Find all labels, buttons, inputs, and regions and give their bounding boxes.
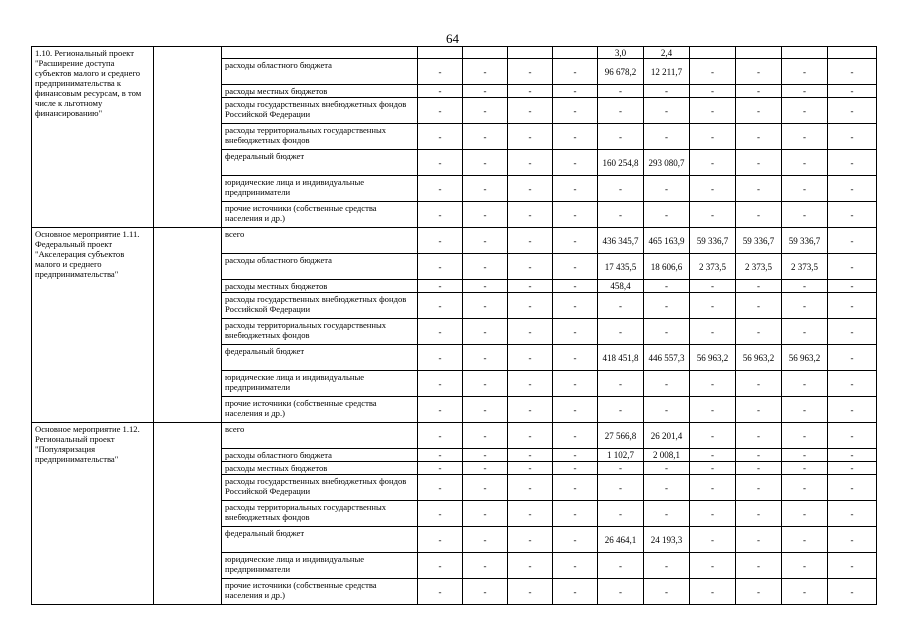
- funding-source: федеральный бюджет: [222, 527, 418, 553]
- value-cell: 293 080,7: [644, 150, 690, 176]
- funding-source: расходы государственных внебюджетных фондов Российской Федерации: [222, 475, 418, 501]
- value-cell: -: [553, 553, 598, 579]
- value-cell: -: [782, 475, 828, 501]
- value-cell: -: [463, 59, 508, 85]
- value-cell: -: [463, 345, 508, 371]
- value-cell: -: [828, 449, 877, 462]
- value-cell: -: [418, 501, 463, 527]
- value-cell: -: [463, 228, 508, 254]
- value-cell: -: [736, 527, 782, 553]
- value-cell: -: [782, 462, 828, 475]
- value-cell: -: [508, 527, 553, 553]
- value-cell: -: [418, 280, 463, 293]
- value-cell: -: [782, 397, 828, 423]
- value-cell: [508, 47, 553, 59]
- value-cell: [418, 47, 463, 59]
- value-cell: -: [598, 462, 644, 475]
- funding-source: юридические лица и индивидуальные предприниматели: [222, 371, 418, 397]
- value-cell: -: [736, 202, 782, 228]
- executor-cell: [154, 228, 222, 423]
- value-cell: -: [598, 371, 644, 397]
- value-cell: -: [598, 98, 644, 124]
- value-cell: -: [736, 579, 782, 605]
- value-cell: -: [553, 527, 598, 553]
- value-cell: -: [463, 527, 508, 553]
- funding-source: юридические лица и индивидуальные предприниматели: [222, 176, 418, 202]
- value-cell: [553, 47, 598, 59]
- funding-source: расходы местных бюджетов: [222, 280, 418, 293]
- funding-source: расходы областного бюджета: [222, 449, 418, 462]
- value-cell: -: [782, 150, 828, 176]
- value-cell: 418 451,8: [598, 345, 644, 371]
- value-cell: -: [508, 280, 553, 293]
- table-row: [32, 228, 877, 254]
- funding-source: всего: [222, 423, 418, 449]
- value-cell: -: [782, 423, 828, 449]
- table-row: [32, 423, 877, 449]
- value-cell: -: [782, 553, 828, 579]
- value-cell: -: [690, 85, 736, 98]
- value-cell: -: [418, 293, 463, 319]
- value-cell: -: [736, 423, 782, 449]
- budget-table: [31, 46, 877, 605]
- value-cell: -: [418, 423, 463, 449]
- value-cell: 436 345,7: [598, 228, 644, 254]
- value-cell: 160 254,8: [598, 150, 644, 176]
- value-cell: [690, 47, 736, 59]
- executor-cell: [154, 423, 222, 605]
- value-cell: -: [690, 124, 736, 150]
- funding-source: юридические лица и индивидуальные предприниматели: [222, 553, 418, 579]
- value-cell: -: [463, 449, 508, 462]
- value-cell: -: [553, 280, 598, 293]
- funding-source: расходы местных бюджетов: [222, 85, 418, 98]
- value-cell: -: [553, 397, 598, 423]
- value-cell: -: [418, 475, 463, 501]
- value-cell: -: [828, 202, 877, 228]
- value-cell: -: [418, 59, 463, 85]
- value-cell: -: [828, 176, 877, 202]
- page-number: 64: [446, 31, 459, 46]
- value-cell: -: [828, 59, 877, 85]
- executor-cell: [154, 47, 222, 228]
- value-cell: -: [418, 553, 463, 579]
- value-cell: 3,0: [598, 47, 644, 59]
- value-cell: -: [553, 475, 598, 501]
- value-cell: [828, 47, 877, 59]
- value-cell: -: [553, 319, 598, 345]
- value-cell: -: [463, 423, 508, 449]
- value-cell: -: [508, 501, 553, 527]
- funding-source: [222, 47, 418, 59]
- value-cell: -: [782, 202, 828, 228]
- value-cell: -: [598, 553, 644, 579]
- value-cell: -: [598, 501, 644, 527]
- value-cell: -: [508, 254, 553, 280]
- value-cell: -: [828, 228, 877, 254]
- funding-source: расходы областного бюджета: [222, 254, 418, 280]
- value-cell: -: [782, 59, 828, 85]
- value-cell: -: [644, 176, 690, 202]
- value-cell: -: [553, 254, 598, 280]
- value-cell: -: [508, 98, 553, 124]
- value-cell: 17 435,5: [598, 254, 644, 280]
- value-cell: -: [463, 176, 508, 202]
- funding-source: федеральный бюджет: [222, 150, 418, 176]
- value-cell: -: [782, 371, 828, 397]
- value-cell: -: [553, 579, 598, 605]
- value-cell: -: [782, 449, 828, 462]
- value-cell: -: [828, 280, 877, 293]
- value-cell: -: [736, 150, 782, 176]
- value-cell: -: [690, 397, 736, 423]
- value-cell: -: [463, 462, 508, 475]
- value-cell: -: [553, 124, 598, 150]
- value-cell: -: [736, 59, 782, 85]
- value-cell: -: [598, 293, 644, 319]
- value-cell: -: [690, 371, 736, 397]
- value-cell: -: [736, 462, 782, 475]
- value-cell: 26 201,4: [644, 423, 690, 449]
- value-cell: -: [418, 98, 463, 124]
- measure-name: 1.10. Региональный проект "Расширение доступа субъектов малого и среднего предпринимательства к финансовым ресурсам, в том числе к льготному финансированию": [32, 47, 154, 228]
- value-cell: -: [828, 319, 877, 345]
- value-cell: -: [553, 345, 598, 371]
- value-cell: -: [463, 150, 508, 176]
- value-cell: -: [418, 124, 463, 150]
- value-cell: -: [553, 176, 598, 202]
- value-cell: -: [418, 319, 463, 345]
- value-cell: -: [736, 98, 782, 124]
- value-cell: -: [644, 397, 690, 423]
- value-cell: -: [598, 85, 644, 98]
- value-cell: -: [828, 475, 877, 501]
- value-cell: -: [690, 475, 736, 501]
- value-cell: -: [690, 176, 736, 202]
- value-cell: 458,4: [598, 280, 644, 293]
- value-cell: -: [736, 176, 782, 202]
- value-cell: -: [598, 202, 644, 228]
- value-cell: -: [598, 397, 644, 423]
- value-cell: -: [782, 293, 828, 319]
- value-cell: -: [736, 124, 782, 150]
- value-cell: -: [690, 501, 736, 527]
- value-cell: -: [418, 579, 463, 605]
- value-cell: -: [644, 85, 690, 98]
- value-cell: -: [736, 85, 782, 98]
- value-cell: -: [644, 124, 690, 150]
- value-cell: -: [828, 579, 877, 605]
- value-cell: -: [553, 293, 598, 319]
- funding-source: расходы территориальных государственных внебюджетных фондов: [222, 124, 418, 150]
- value-cell: -: [782, 124, 828, 150]
- value-cell: -: [463, 475, 508, 501]
- value-cell: -: [463, 397, 508, 423]
- value-cell: -: [508, 293, 553, 319]
- value-cell: -: [508, 449, 553, 462]
- value-cell: 2 373,5: [782, 254, 828, 280]
- value-cell: -: [736, 280, 782, 293]
- value-cell: -: [553, 462, 598, 475]
- value-cell: -: [508, 319, 553, 345]
- value-cell: [782, 47, 828, 59]
- value-cell: -: [828, 423, 877, 449]
- value-cell: -: [736, 475, 782, 501]
- value-cell: -: [418, 345, 463, 371]
- value-cell: -: [644, 319, 690, 345]
- value-cell: -: [508, 176, 553, 202]
- value-cell: -: [418, 371, 463, 397]
- value-cell: -: [418, 397, 463, 423]
- funding-source: прочие источники (собственные средства населения и др.): [222, 397, 418, 423]
- value-cell: -: [644, 202, 690, 228]
- value-cell: 59 336,7: [736, 228, 782, 254]
- value-cell: -: [690, 98, 736, 124]
- value-cell: -: [736, 553, 782, 579]
- value-cell: -: [508, 228, 553, 254]
- value-cell: -: [598, 475, 644, 501]
- value-cell: -: [508, 345, 553, 371]
- value-cell: -: [690, 150, 736, 176]
- value-cell: -: [828, 150, 877, 176]
- value-cell: 465 163,9: [644, 228, 690, 254]
- value-cell: -: [418, 176, 463, 202]
- value-cell: -: [418, 150, 463, 176]
- value-cell: -: [553, 228, 598, 254]
- value-cell: -: [828, 462, 877, 475]
- value-cell: 27 566,8: [598, 423, 644, 449]
- value-cell: -: [644, 293, 690, 319]
- value-cell: -: [463, 319, 508, 345]
- value-cell: -: [463, 579, 508, 605]
- value-cell: -: [418, 254, 463, 280]
- value-cell: -: [736, 319, 782, 345]
- value-cell: 2 373,5: [690, 254, 736, 280]
- value-cell: -: [782, 501, 828, 527]
- value-cell: -: [828, 501, 877, 527]
- value-cell: 59 336,7: [782, 228, 828, 254]
- value-cell: -: [736, 397, 782, 423]
- value-cell: 26 464,1: [598, 527, 644, 553]
- funding-source: расходы государственных внебюджетных фондов Российской Федерации: [222, 98, 418, 124]
- value-cell: -: [418, 527, 463, 553]
- value-cell: -: [598, 176, 644, 202]
- value-cell: -: [508, 553, 553, 579]
- value-cell: -: [463, 85, 508, 98]
- table-body: [32, 47, 877, 605]
- value-cell: -: [828, 98, 877, 124]
- value-cell: -: [463, 553, 508, 579]
- value-cell: -: [782, 98, 828, 124]
- value-cell: -: [553, 202, 598, 228]
- value-cell: -: [690, 462, 736, 475]
- value-cell: 2 008,1: [644, 449, 690, 462]
- value-cell: -: [553, 449, 598, 462]
- value-cell: 24 193,3: [644, 527, 690, 553]
- value-cell: 96 678,2: [598, 59, 644, 85]
- value-cell: -: [553, 150, 598, 176]
- value-cell: -: [690, 423, 736, 449]
- value-cell: -: [508, 124, 553, 150]
- value-cell: -: [644, 501, 690, 527]
- value-cell: -: [418, 85, 463, 98]
- value-cell: -: [782, 527, 828, 553]
- value-cell: -: [690, 293, 736, 319]
- value-cell: -: [418, 449, 463, 462]
- value-cell: -: [508, 579, 553, 605]
- value-cell: 18 606,6: [644, 254, 690, 280]
- value-cell: -: [508, 371, 553, 397]
- value-cell: -: [736, 371, 782, 397]
- value-cell: -: [418, 228, 463, 254]
- value-cell: -: [644, 371, 690, 397]
- value-cell: -: [644, 579, 690, 605]
- value-cell: [463, 47, 508, 59]
- value-cell: -: [782, 85, 828, 98]
- funding-source: расходы государственных внебюджетных фондов Российской Федерации: [222, 293, 418, 319]
- value-cell: -: [828, 553, 877, 579]
- value-cell: -: [553, 501, 598, 527]
- value-cell: -: [828, 345, 877, 371]
- funding-source: расходы областного бюджета: [222, 59, 418, 85]
- value-cell: -: [508, 423, 553, 449]
- value-cell: 56 963,2: [690, 345, 736, 371]
- value-cell: 446 557,3: [644, 345, 690, 371]
- value-cell: -: [736, 501, 782, 527]
- value-cell: -: [418, 202, 463, 228]
- value-cell: -: [644, 462, 690, 475]
- value-cell: -: [508, 202, 553, 228]
- value-cell: -: [418, 462, 463, 475]
- funding-source: федеральный бюджет: [222, 345, 418, 371]
- value-cell: -: [828, 254, 877, 280]
- measure-name: Основное мероприятие 1.11. Федеральный проект "Акселерация субъектов малого и среднего предпринимательства": [32, 228, 154, 423]
- value-cell: 59 336,7: [690, 228, 736, 254]
- value-cell: -: [690, 280, 736, 293]
- value-cell: -: [690, 59, 736, 85]
- value-cell: -: [828, 124, 877, 150]
- value-cell: 56 963,2: [736, 345, 782, 371]
- value-cell: -: [508, 85, 553, 98]
- funding-source: расходы территориальных государственных внебюджетных фондов: [222, 319, 418, 345]
- value-cell: -: [828, 397, 877, 423]
- value-cell: -: [598, 319, 644, 345]
- value-cell: -: [828, 371, 877, 397]
- value-cell: -: [598, 579, 644, 605]
- value-cell: -: [736, 449, 782, 462]
- value-cell: 56 963,2: [782, 345, 828, 371]
- value-cell: -: [553, 371, 598, 397]
- value-cell: [736, 47, 782, 59]
- value-cell: -: [553, 423, 598, 449]
- funding-source: расходы территориальных государственных внебюджетных фондов: [222, 501, 418, 527]
- value-cell: -: [644, 280, 690, 293]
- value-cell: -: [690, 579, 736, 605]
- value-cell: -: [508, 397, 553, 423]
- value-cell: -: [463, 501, 508, 527]
- value-cell: -: [553, 98, 598, 124]
- value-cell: -: [463, 124, 508, 150]
- value-cell: -: [782, 280, 828, 293]
- value-cell: 12 211,7: [644, 59, 690, 85]
- value-cell: -: [553, 85, 598, 98]
- funding-source: прочие источники (собственные средства населения и др.): [222, 202, 418, 228]
- value-cell: -: [782, 319, 828, 345]
- value-cell: -: [828, 85, 877, 98]
- value-cell: 1 102,7: [598, 449, 644, 462]
- value-cell: -: [782, 579, 828, 605]
- value-cell: -: [463, 202, 508, 228]
- value-cell: -: [828, 527, 877, 553]
- funding-source: расходы местных бюджетов: [222, 462, 418, 475]
- value-cell: -: [553, 59, 598, 85]
- value-cell: -: [508, 475, 553, 501]
- value-cell: -: [690, 202, 736, 228]
- value-cell: -: [463, 98, 508, 124]
- value-cell: -: [690, 449, 736, 462]
- value-cell: -: [508, 59, 553, 85]
- value-cell: -: [690, 319, 736, 345]
- value-cell: -: [644, 98, 690, 124]
- value-cell: -: [598, 124, 644, 150]
- table-row: [32, 47, 877, 59]
- value-cell: -: [463, 254, 508, 280]
- funding-source: всего: [222, 228, 418, 254]
- value-cell: -: [828, 293, 877, 319]
- value-cell: 2,4: [644, 47, 690, 59]
- value-cell: -: [782, 176, 828, 202]
- value-cell: -: [644, 475, 690, 501]
- value-cell: -: [463, 293, 508, 319]
- value-cell: -: [644, 553, 690, 579]
- value-cell: -: [690, 527, 736, 553]
- value-cell: -: [463, 371, 508, 397]
- measure-name: Основное мероприятие 1.12. Региональный проект "Популяризация предпринимательства": [32, 423, 154, 605]
- value-cell: -: [508, 462, 553, 475]
- funding-source: прочие источники (собственные средства населения и др.): [222, 579, 418, 605]
- value-cell: -: [508, 150, 553, 176]
- value-cell: -: [463, 280, 508, 293]
- value-cell: -: [736, 293, 782, 319]
- value-cell: -: [690, 553, 736, 579]
- value-cell: 2 373,5: [736, 254, 782, 280]
